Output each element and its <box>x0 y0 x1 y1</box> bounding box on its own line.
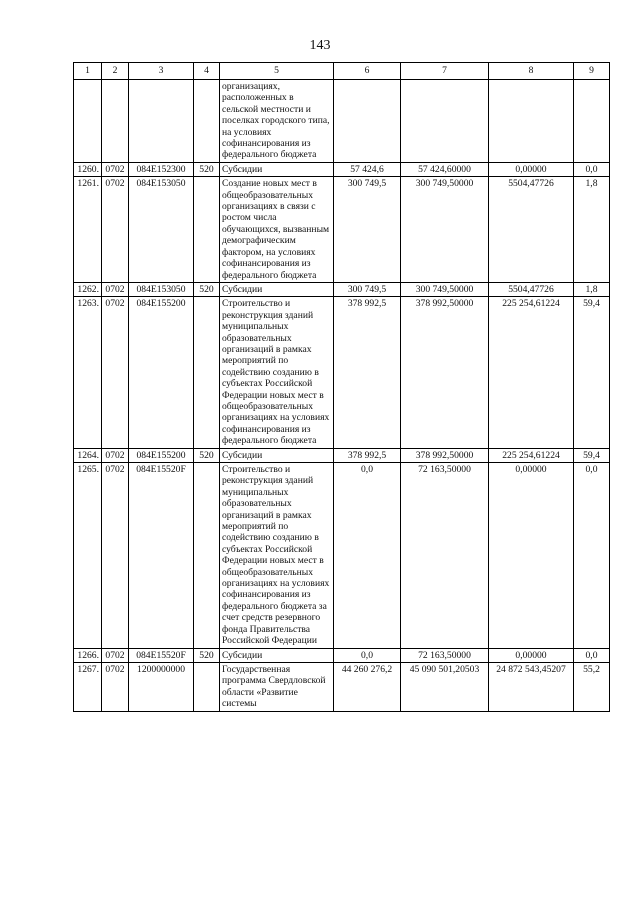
column-number: 9 <box>574 63 610 80</box>
amount-plan: 300 749,5 <box>334 282 401 296</box>
item-name: организациях, расположенных в сельской местности и поселках городского типа, на условиях софинансирования из федерального бюджета <box>220 80 334 163</box>
execution-percent: 1,8 <box>574 177 610 283</box>
table-row <box>74 177 610 283</box>
amount-executed: 225 254,61224 <box>489 297 574 448</box>
execution-percent: 0,0 <box>574 463 610 649</box>
table-row <box>74 662 610 711</box>
expense-type-code: 520 <box>194 282 220 296</box>
row-number: 1262. <box>74 282 102 296</box>
target-article-code: 084E15520F <box>129 648 194 662</box>
target-article-code: 084E155200 <box>129 448 194 462</box>
amount-limit: 72 163,50000 <box>401 463 489 649</box>
amount-plan: 378 992,5 <box>334 448 401 462</box>
section-code: 0702 <box>102 463 129 649</box>
execution-percent: 55,2 <box>574 662 610 711</box>
amount-executed: 0,00000 <box>489 648 574 662</box>
section-code: 0702 <box>102 448 129 462</box>
expense-type-code <box>194 662 220 711</box>
amount-executed: 5504,47726 <box>489 177 574 283</box>
target-article-code: 084E15520F <box>129 463 194 649</box>
row-number: 1266. <box>74 648 102 662</box>
row-number <box>74 80 102 163</box>
amount-executed: 0,00000 <box>489 463 574 649</box>
section-code: 0702 <box>102 662 129 711</box>
amount-limit: 57 424,60000 <box>401 162 489 176</box>
table-row <box>74 282 610 296</box>
amount-limit: 378 992,50000 <box>401 297 489 448</box>
amount-limit: 378 992,50000 <box>401 448 489 462</box>
amount-plan: 44 260 276,2 <box>334 662 401 711</box>
item-name: Создание новых мест в общеобразовательных организациях в связи с ростом числа обучающихся, вызванным демографическим фактором, на условиях софинансирования из федерального бюджета <box>220 177 334 283</box>
section-code: 0702 <box>102 162 129 176</box>
execution-percent: 0,0 <box>574 162 610 176</box>
row-number: 1267. <box>74 662 102 711</box>
target-article-code: 084E152300 <box>129 162 194 176</box>
execution-percent: 0,0 <box>574 648 610 662</box>
table-body <box>74 63 610 712</box>
column-number: 2 <box>102 63 129 80</box>
section-code <box>102 80 129 163</box>
amount-plan: 0,0 <box>334 648 401 662</box>
row-number: 1265. <box>74 463 102 649</box>
target-article-code: 084E155200 <box>129 297 194 448</box>
amount-limit: 45 090 501,20503 <box>401 662 489 711</box>
expense-type-code: 520 <box>194 162 220 176</box>
table-row <box>74 648 610 662</box>
target-article-code <box>129 80 194 163</box>
budget-table <box>73 62 610 712</box>
item-name: Субсидии <box>220 282 334 296</box>
column-number-row <box>74 63 610 80</box>
amount-plan: 378 992,5 <box>334 297 401 448</box>
item-name: Субсидии <box>220 648 334 662</box>
table-row <box>74 80 610 163</box>
row-number: 1260. <box>74 162 102 176</box>
amount-limit: 72 163,50000 <box>401 648 489 662</box>
section-code: 0702 <box>102 297 129 448</box>
expense-type-code <box>194 80 220 163</box>
column-number: 7 <box>401 63 489 80</box>
item-name: Государственная программа Свердловской области «Развитие системы <box>220 662 334 711</box>
amount-executed: 225 254,61224 <box>489 448 574 462</box>
section-code: 0702 <box>102 648 129 662</box>
target-article-code: 084E153050 <box>129 282 194 296</box>
target-article-code: 1200000000 <box>129 662 194 711</box>
row-number: 1261. <box>74 177 102 283</box>
table-row <box>74 448 610 462</box>
table-row <box>74 463 610 649</box>
execution-percent: 59,4 <box>574 297 610 448</box>
amount-executed: 0,00000 <box>489 162 574 176</box>
row-number: 1263. <box>74 297 102 448</box>
section-code: 0702 <box>102 282 129 296</box>
amount-plan: 57 424,6 <box>334 162 401 176</box>
page-number: 143 <box>309 38 331 53</box>
amount-plan <box>334 80 401 163</box>
column-number: 6 <box>334 63 401 80</box>
amount-limit <box>401 80 489 163</box>
item-name: Субсидии <box>220 162 334 176</box>
amount-limit: 300 749,50000 <box>401 177 489 283</box>
amount-limit: 300 749,50000 <box>401 282 489 296</box>
item-name: Субсидии <box>220 448 334 462</box>
column-number: 3 <box>129 63 194 80</box>
row-number: 1264. <box>74 448 102 462</box>
amount-executed: 24 872 543,45207 <box>489 662 574 711</box>
execution-percent <box>574 80 610 163</box>
expense-type-code <box>194 463 220 649</box>
amount-executed: 5504,47726 <box>489 282 574 296</box>
target-article-code: 084E153050 <box>129 177 194 283</box>
column-number: 5 <box>220 63 334 80</box>
amount-executed <box>489 80 574 163</box>
expense-type-code <box>194 297 220 448</box>
section-code: 0702 <box>102 177 129 283</box>
amount-plan: 0,0 <box>334 463 401 649</box>
expense-type-code: 520 <box>194 448 220 462</box>
expense-type-code <box>194 177 220 283</box>
column-number: 1 <box>74 63 102 80</box>
execution-percent: 59,4 <box>574 448 610 462</box>
table-row <box>74 297 610 448</box>
column-number: 4 <box>194 63 220 80</box>
column-number: 8 <box>489 63 574 80</box>
expense-type-code: 520 <box>194 648 220 662</box>
table-row <box>74 162 610 176</box>
item-name: Строительство и реконструкция зданий муниципальных образовательных организаций в рамках мероприятий по содействию созданию в субъектах Российской Федерации новых мест в общеобразовательных организациях на условиях софинансирования из федерального бюджета <box>220 297 334 448</box>
item-name: Строительство и реконструкция зданий муниципальных образовательных организаций в рамках мероприятий по содействию созданию в субъектах Российской Федерации новых мест в общеобразовательных организациях на условиях софинансирования из федерального бюджета за счет средств резервного фонда Правительства Российской Федерации <box>220 463 334 649</box>
execution-percent: 1,8 <box>574 282 610 296</box>
amount-plan: 300 749,5 <box>334 177 401 283</box>
